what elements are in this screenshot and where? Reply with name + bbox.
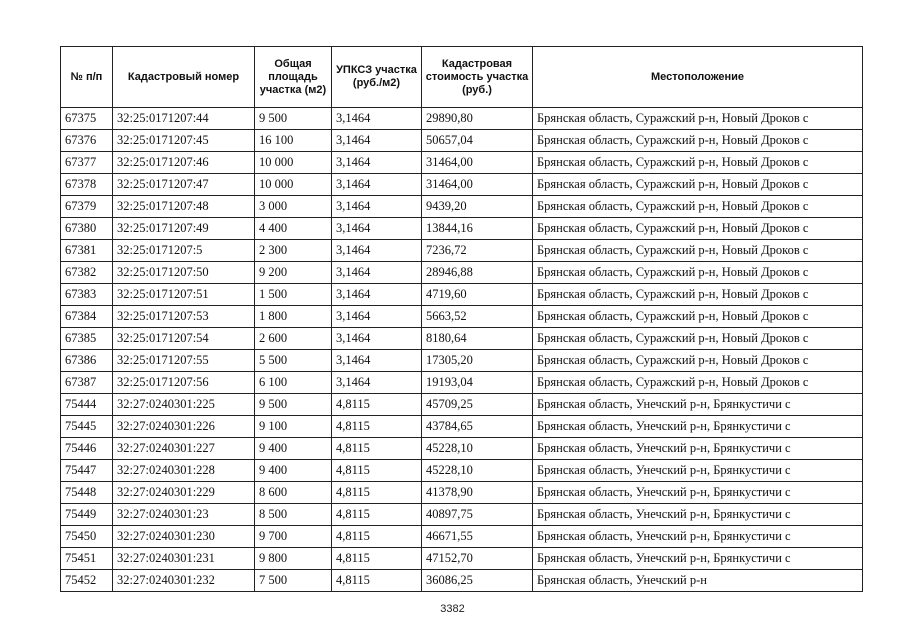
cell-cadastral-number: 32:27:0240301:230 bbox=[113, 526, 255, 548]
cell-area: 9 400 bbox=[255, 438, 332, 460]
header-total-area: Общая площадь участка (м2) bbox=[255, 47, 332, 108]
cell-area: 1 500 bbox=[255, 284, 332, 306]
cell-location: Брянская область, Унечский р-н, Брянкустичи с bbox=[533, 548, 863, 570]
table-row bbox=[61, 218, 863, 240]
table-header-row bbox=[61, 47, 863, 108]
cell-value: 36086,25 bbox=[422, 570, 533, 592]
cell-cadastral-number: 32:27:0240301:232 bbox=[113, 570, 255, 592]
cell-row-number: 67375 bbox=[61, 108, 113, 130]
cell-cadastral-number: 32:27:0240301:229 bbox=[113, 482, 255, 504]
cell-value: 46671,55 bbox=[422, 526, 533, 548]
cell-area: 9 100 bbox=[255, 416, 332, 438]
cell-row-number: 75447 bbox=[61, 460, 113, 482]
cell-location: Брянская область, Унечский р-н, Брянкустичи с bbox=[533, 482, 863, 504]
cell-cadastral-number: 32:25:0171207:54 bbox=[113, 328, 255, 350]
cell-location: Брянская область, Суражский р-н, Новый Дроков с bbox=[533, 262, 863, 284]
cell-location: Брянская область, Суражский р-н, Новый Дроков с bbox=[533, 372, 863, 394]
table-row bbox=[61, 504, 863, 526]
cell-location: Брянская область, Суражский р-н, Новый Дроков с bbox=[533, 350, 863, 372]
cell-value: 28946,88 bbox=[422, 262, 533, 284]
table-row bbox=[61, 416, 863, 438]
cell-upksz: 3,1464 bbox=[332, 240, 422, 262]
cell-upksz: 3,1464 bbox=[332, 196, 422, 218]
cell-upksz: 3,1464 bbox=[332, 218, 422, 240]
cell-row-number: 67386 bbox=[61, 350, 113, 372]
cell-location: Брянская область, Суражский р-н, Новый Дроков с bbox=[533, 284, 863, 306]
cell-location: Брянская область, Унечский р-н, Брянкустичи с bbox=[533, 460, 863, 482]
cell-row-number: 75451 bbox=[61, 548, 113, 570]
cell-cadastral-number: 32:25:0171207:55 bbox=[113, 350, 255, 372]
cell-value: 5663,52 bbox=[422, 306, 533, 328]
cell-row-number: 67377 bbox=[61, 152, 113, 174]
cell-row-number: 75450 bbox=[61, 526, 113, 548]
cell-area: 4 400 bbox=[255, 218, 332, 240]
header-row-number: № п/п bbox=[61, 47, 113, 108]
cell-value: 4719,60 bbox=[422, 284, 533, 306]
page-number: 3382 bbox=[440, 603, 465, 615]
table-row bbox=[61, 108, 863, 130]
table-row bbox=[61, 526, 863, 548]
cell-area: 2 300 bbox=[255, 240, 332, 262]
cell-row-number: 67380 bbox=[61, 218, 113, 240]
cell-row-number: 67376 bbox=[61, 130, 113, 152]
cell-row-number: 75446 bbox=[61, 438, 113, 460]
cell-location: Брянская область, Суражский р-н, Новый Дроков с bbox=[533, 108, 863, 130]
cell-cadastral-number: 32:25:0171207:50 bbox=[113, 262, 255, 284]
cell-upksz: 3,1464 bbox=[332, 108, 422, 130]
cell-area: 9 500 bbox=[255, 108, 332, 130]
cell-upksz: 4,8115 bbox=[332, 394, 422, 416]
cell-upksz: 4,8115 bbox=[332, 570, 422, 592]
table-row bbox=[61, 196, 863, 218]
cell-row-number: 67379 bbox=[61, 196, 113, 218]
cell-area: 9 400 bbox=[255, 460, 332, 482]
cell-location: Брянская область, Суражский р-н, Новый Дроков с bbox=[533, 196, 863, 218]
cell-upksz: 4,8115 bbox=[332, 438, 422, 460]
cell-upksz: 4,8115 bbox=[332, 504, 422, 526]
table-row bbox=[61, 240, 863, 262]
cell-cadastral-number: 32:25:0171207:56 bbox=[113, 372, 255, 394]
cell-value: 45228,10 bbox=[422, 460, 533, 482]
cell-row-number: 67387 bbox=[61, 372, 113, 394]
cell-location: Брянская область, Унечский р-н, Брянкустичи с bbox=[533, 526, 863, 548]
table-row bbox=[61, 174, 863, 196]
header-cadastral-value: Кадастровая стоимость участка (руб.) bbox=[422, 47, 533, 108]
cell-row-number: 75448 bbox=[61, 482, 113, 504]
cell-location: Брянская область, Суражский р-н, Новый Дроков с bbox=[533, 152, 863, 174]
cell-upksz: 3,1464 bbox=[332, 152, 422, 174]
cell-value: 31464,00 bbox=[422, 152, 533, 174]
cell-area: 3 000 bbox=[255, 196, 332, 218]
cell-location: Брянская область, Унечский р-н, Брянкустичи с bbox=[533, 394, 863, 416]
cell-upksz: 4,8115 bbox=[332, 460, 422, 482]
header-location: Местоположение bbox=[533, 47, 863, 108]
cell-area: 10 000 bbox=[255, 152, 332, 174]
cell-value: 9439,20 bbox=[422, 196, 533, 218]
cell-cadastral-number: 32:25:0171207:48 bbox=[113, 196, 255, 218]
cell-area: 2 600 bbox=[255, 328, 332, 350]
cell-value: 29890,80 bbox=[422, 108, 533, 130]
cell-value: 31464,00 bbox=[422, 174, 533, 196]
cell-location: Брянская область, Суражский р-н, Новый Дроков с bbox=[533, 306, 863, 328]
cell-upksz: 4,8115 bbox=[332, 416, 422, 438]
cell-upksz: 3,1464 bbox=[332, 350, 422, 372]
table-row bbox=[61, 394, 863, 416]
cell-area: 5 500 bbox=[255, 350, 332, 372]
cadastral-table bbox=[60, 46, 863, 592]
cell-cadastral-number: 32:27:0240301:23 bbox=[113, 504, 255, 526]
cell-cadastral-number: 32:25:0171207:49 bbox=[113, 218, 255, 240]
cell-area: 6 100 bbox=[255, 372, 332, 394]
cell-area: 1 800 bbox=[255, 306, 332, 328]
cell-row-number: 75445 bbox=[61, 416, 113, 438]
cell-cadastral-number: 32:25:0171207:47 bbox=[113, 174, 255, 196]
cell-row-number: 67385 bbox=[61, 328, 113, 350]
cell-location: Брянская область, Унечский р-н, Брянкустичи с bbox=[533, 438, 863, 460]
cell-value: 7236,72 bbox=[422, 240, 533, 262]
cell-value: 17305,20 bbox=[422, 350, 533, 372]
cell-cadastral-number: 32:25:0171207:44 bbox=[113, 108, 255, 130]
cell-area: 8 600 bbox=[255, 482, 332, 504]
cell-value: 8180,64 bbox=[422, 328, 533, 350]
cell-value: 45228,10 bbox=[422, 438, 533, 460]
table-row bbox=[61, 284, 863, 306]
cell-location: Брянская область, Суражский р-н, Новый Дроков с bbox=[533, 174, 863, 196]
header-upksz: УПКСЗ участка (руб./м2) bbox=[332, 47, 422, 108]
cell-row-number: 67378 bbox=[61, 174, 113, 196]
header-cadastral-number: Кадастровый номер bbox=[113, 47, 255, 108]
cell-row-number: 75452 bbox=[61, 570, 113, 592]
cell-area: 9 500 bbox=[255, 394, 332, 416]
cell-cadastral-number: 32:27:0240301:231 bbox=[113, 548, 255, 570]
cell-row-number: 67384 bbox=[61, 306, 113, 328]
cell-cadastral-number: 32:25:0171207:51 bbox=[113, 284, 255, 306]
cell-row-number: 75444 bbox=[61, 394, 113, 416]
cell-cadastral-number: 32:27:0240301:227 bbox=[113, 438, 255, 460]
table-row bbox=[61, 130, 863, 152]
cell-upksz: 4,8115 bbox=[332, 548, 422, 570]
cell-upksz: 3,1464 bbox=[332, 328, 422, 350]
cell-area: 9 700 bbox=[255, 526, 332, 548]
table-body bbox=[61, 108, 863, 592]
cell-row-number: 67381 bbox=[61, 240, 113, 262]
cell-area: 9 800 bbox=[255, 548, 332, 570]
cell-row-number: 67383 bbox=[61, 284, 113, 306]
cell-value: 47152,70 bbox=[422, 548, 533, 570]
cell-location: Брянская область, Суражский р-н, Новый Дроков с bbox=[533, 328, 863, 350]
cell-cadastral-number: 32:25:0171207:53 bbox=[113, 306, 255, 328]
cell-cadastral-number: 32:27:0240301:228 bbox=[113, 460, 255, 482]
cell-cadastral-number: 32:25:0171207:46 bbox=[113, 152, 255, 174]
cell-value: 13844,16 bbox=[422, 218, 533, 240]
cell-location: Брянская область, Суражский р-н, Новый Дроков с bbox=[533, 218, 863, 240]
cell-value: 19193,04 bbox=[422, 372, 533, 394]
table-row bbox=[61, 372, 863, 394]
cell-location: Брянская область, Суражский р-н, Новый Дроков с bbox=[533, 240, 863, 262]
table-row bbox=[61, 350, 863, 372]
cell-area: 9 200 bbox=[255, 262, 332, 284]
table-row bbox=[61, 548, 863, 570]
cell-value: 41378,90 bbox=[422, 482, 533, 504]
cell-value: 40897,75 bbox=[422, 504, 533, 526]
cell-value: 45709,25 bbox=[422, 394, 533, 416]
cell-upksz: 3,1464 bbox=[332, 306, 422, 328]
cell-location: Брянская область, Унечский р-н, Брянкустичи с bbox=[533, 416, 863, 438]
cell-area: 7 500 bbox=[255, 570, 332, 592]
cell-area: 16 100 bbox=[255, 130, 332, 152]
table-row bbox=[61, 152, 863, 174]
cell-cadastral-number: 32:27:0240301:225 bbox=[113, 394, 255, 416]
cell-area: 10 000 bbox=[255, 174, 332, 196]
cell-upksz: 4,8115 bbox=[332, 526, 422, 548]
table-row bbox=[61, 328, 863, 350]
cell-upksz: 3,1464 bbox=[332, 262, 422, 284]
cell-cadastral-number: 32:25:0171207:5 bbox=[113, 240, 255, 262]
table-row bbox=[61, 482, 863, 504]
cell-location: Брянская область, Суражский р-н, Новый Дроков с bbox=[533, 130, 863, 152]
table-row bbox=[61, 438, 863, 460]
cell-upksz: 3,1464 bbox=[332, 372, 422, 394]
cell-value: 50657,04 bbox=[422, 130, 533, 152]
cell-upksz: 3,1464 bbox=[332, 284, 422, 306]
cell-upksz: 4,8115 bbox=[332, 482, 422, 504]
cell-upksz: 3,1464 bbox=[332, 130, 422, 152]
cell-row-number: 75449 bbox=[61, 504, 113, 526]
table-row bbox=[61, 570, 863, 592]
cell-location: Брянская область, Унечский р-н bbox=[533, 570, 863, 592]
cell-value: 43784,65 bbox=[422, 416, 533, 438]
cell-area: 8 500 bbox=[255, 504, 332, 526]
cell-cadastral-number: 32:25:0171207:45 bbox=[113, 130, 255, 152]
cell-upksz: 3,1464 bbox=[332, 174, 422, 196]
table-row bbox=[61, 262, 863, 284]
cell-cadastral-number: 32:27:0240301:226 bbox=[113, 416, 255, 438]
cell-row-number: 67382 bbox=[61, 262, 113, 284]
table-row bbox=[61, 460, 863, 482]
cell-location: Брянская область, Унечский р-н, Брянкустичи с bbox=[533, 504, 863, 526]
table-row bbox=[61, 306, 863, 328]
